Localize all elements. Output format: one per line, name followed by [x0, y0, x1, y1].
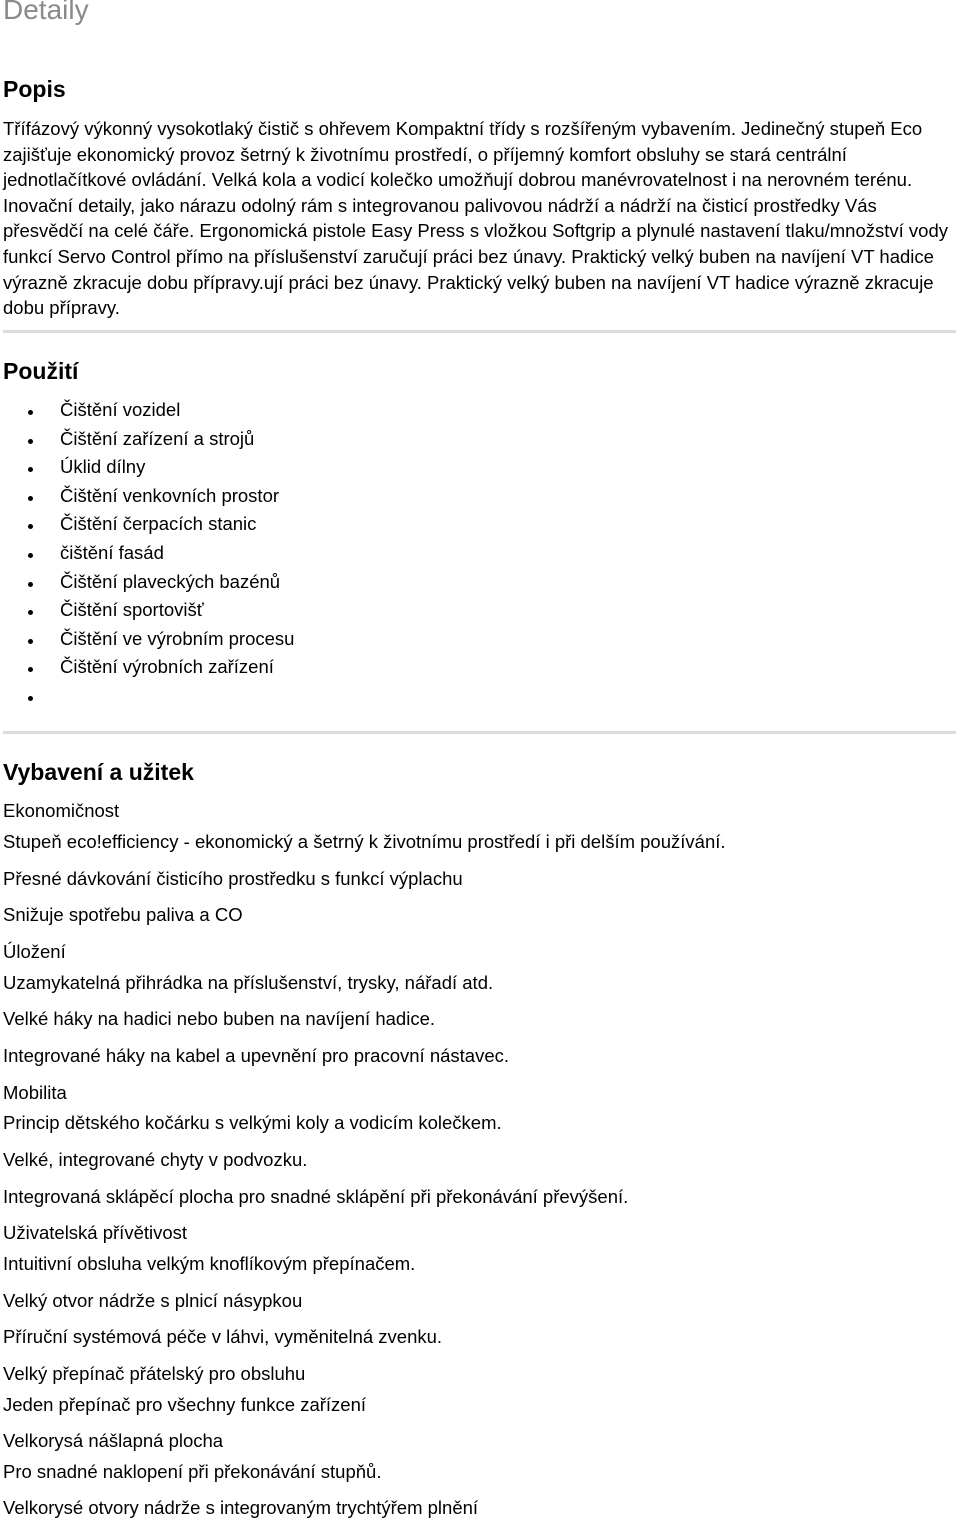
feature-line: Integrovaná sklápěcí plocha pro snadné sklápění při překonávání převýšení. — [3, 1186, 629, 1207]
pouziti-heading: Použití — [3, 358, 79, 384]
bullet-icon — [28, 667, 33, 672]
bullet-icon — [28, 410, 33, 415]
feature-line: Pro snadné naklopení při překonávání stupňů. — [3, 1461, 382, 1482]
bullet-icon — [28, 524, 33, 529]
feature-line: Snižuje spotřebu paliva a CO — [3, 904, 243, 925]
feature-line: Velký otvor nádrže s plnicí násypkou — [3, 1290, 303, 1311]
bullet-icon — [28, 467, 33, 472]
list-item: Čištění venkovních prostor — [3, 482, 603, 511]
bullet-icon — [28, 553, 33, 558]
list-item: Čištění výrobních zařízení — [3, 653, 603, 682]
feature-line: Integrované háky na kabel a upevnění pro pracovní nástavec. — [3, 1045, 510, 1066]
feature-category: Ekonomičnost — [3, 800, 120, 821]
popis-text: Třífázový výkonný vysokotlaký čistič s ohřevem Kompaktní třídy s rozšířeným vybavením. Jedinečný stupeň Eco zajišťuje ekonomický provoz šetrný k životnímu prostředí, o příjemný komfort obsluhy se stará centrální jednotlačítkové ovládání. Velká kola a vodicí kolečko umožňují dobrou manévrovatelnost i na nerovném terénu. Inovační detaily, jako nárazu odolný rám s integrovanou palivovou nádrží a nádrží na čisticí prostředky Vás přesvědčí na celé čáře. Ergonomická pistole Easy Press s vložkou Softgrip a plynulé nastavení tlaku/množství vody funkcí Servo Control přímo na příslušenství zaručují práci bez únavy. Praktický velký buben na navíjení VT hadice výrazně zkracuje dobu přípravy.ují práci bez únavy. Praktický velký buben na navíjení VT hadice výrazně zkracuje dobu přípravy. — [3, 118, 948, 319]
popis-heading: Popis — [3, 76, 66, 102]
list-item: Čištění vozidel — [3, 396, 603, 425]
feature-line: Jeden přepínač pro všechny funkce zařízení — [3, 1394, 367, 1415]
feature-line: Velkorysé otvory nádrže s integrovaným trychtýřem plnění — [3, 1497, 479, 1518]
feature-line: Příruční systémová péče v láhvi, vyměnitelná zvenku. — [3, 1326, 443, 1347]
vybaveni-heading: Vybavení a užitek — [3, 759, 194, 785]
bullet-icon — [28, 439, 33, 444]
bullet-icon — [28, 696, 33, 701]
list-item: Čištění ve výrobním procesu — [3, 625, 603, 654]
use-list — [3, 396, 603, 711]
list-item — [3, 682, 603, 711]
feature-category: Uživatelská přívětivost — [3, 1222, 188, 1243]
feature-line: Velkorysá nášlapná plocha — [3, 1430, 224, 1451]
feature-line: Uzamykatelná přihrádka na příslušenství, trysky, nářadí atd. — [3, 972, 494, 993]
feature-line: Velké, integrované chyty v podvozku. — [3, 1149, 308, 1170]
feature-line: Intuitivní obsluha velkým knoflíkovým přepínačem. — [3, 1253, 416, 1274]
section-divider — [3, 731, 956, 734]
section-divider — [3, 330, 956, 333]
list-item: Čištění sportovišť — [3, 596, 603, 625]
feature-line: Velké háky na hadici nebo buben na navíjení hadice. — [3, 1008, 435, 1029]
list-item: Čištění plaveckých bazénů — [3, 568, 603, 597]
bullet-icon — [28, 639, 33, 644]
list-item: Úklid dílny — [3, 453, 603, 482]
feature-category: Mobilita — [3, 1082, 67, 1103]
list-item: čištění fasád — [3, 539, 603, 568]
bullet-icon — [28, 582, 33, 587]
feature-line: Princip dětského kočárku s velkými koly a vodicím kolečkem. — [3, 1112, 502, 1133]
feature-line: Velký přepínač přátelský pro obsluhu — [3, 1363, 306, 1384]
bullet-icon — [28, 610, 33, 615]
feature-line: Stupeň eco!efficiency - ekonomický a šetrný k životnímu prostředí i při delším používání. — [3, 831, 726, 852]
page-title: Detaily — [3, 0, 89, 25]
feature-line: Přesné dávkování čisticího prostředku s funkcí výplachu — [3, 868, 463, 889]
feature-category: Úložení — [3, 941, 66, 962]
bullet-icon — [28, 496, 33, 501]
list-item: Čištění zařízení a strojů — [3, 425, 603, 454]
list-item: Čištění čerpacích stanic — [3, 510, 603, 539]
